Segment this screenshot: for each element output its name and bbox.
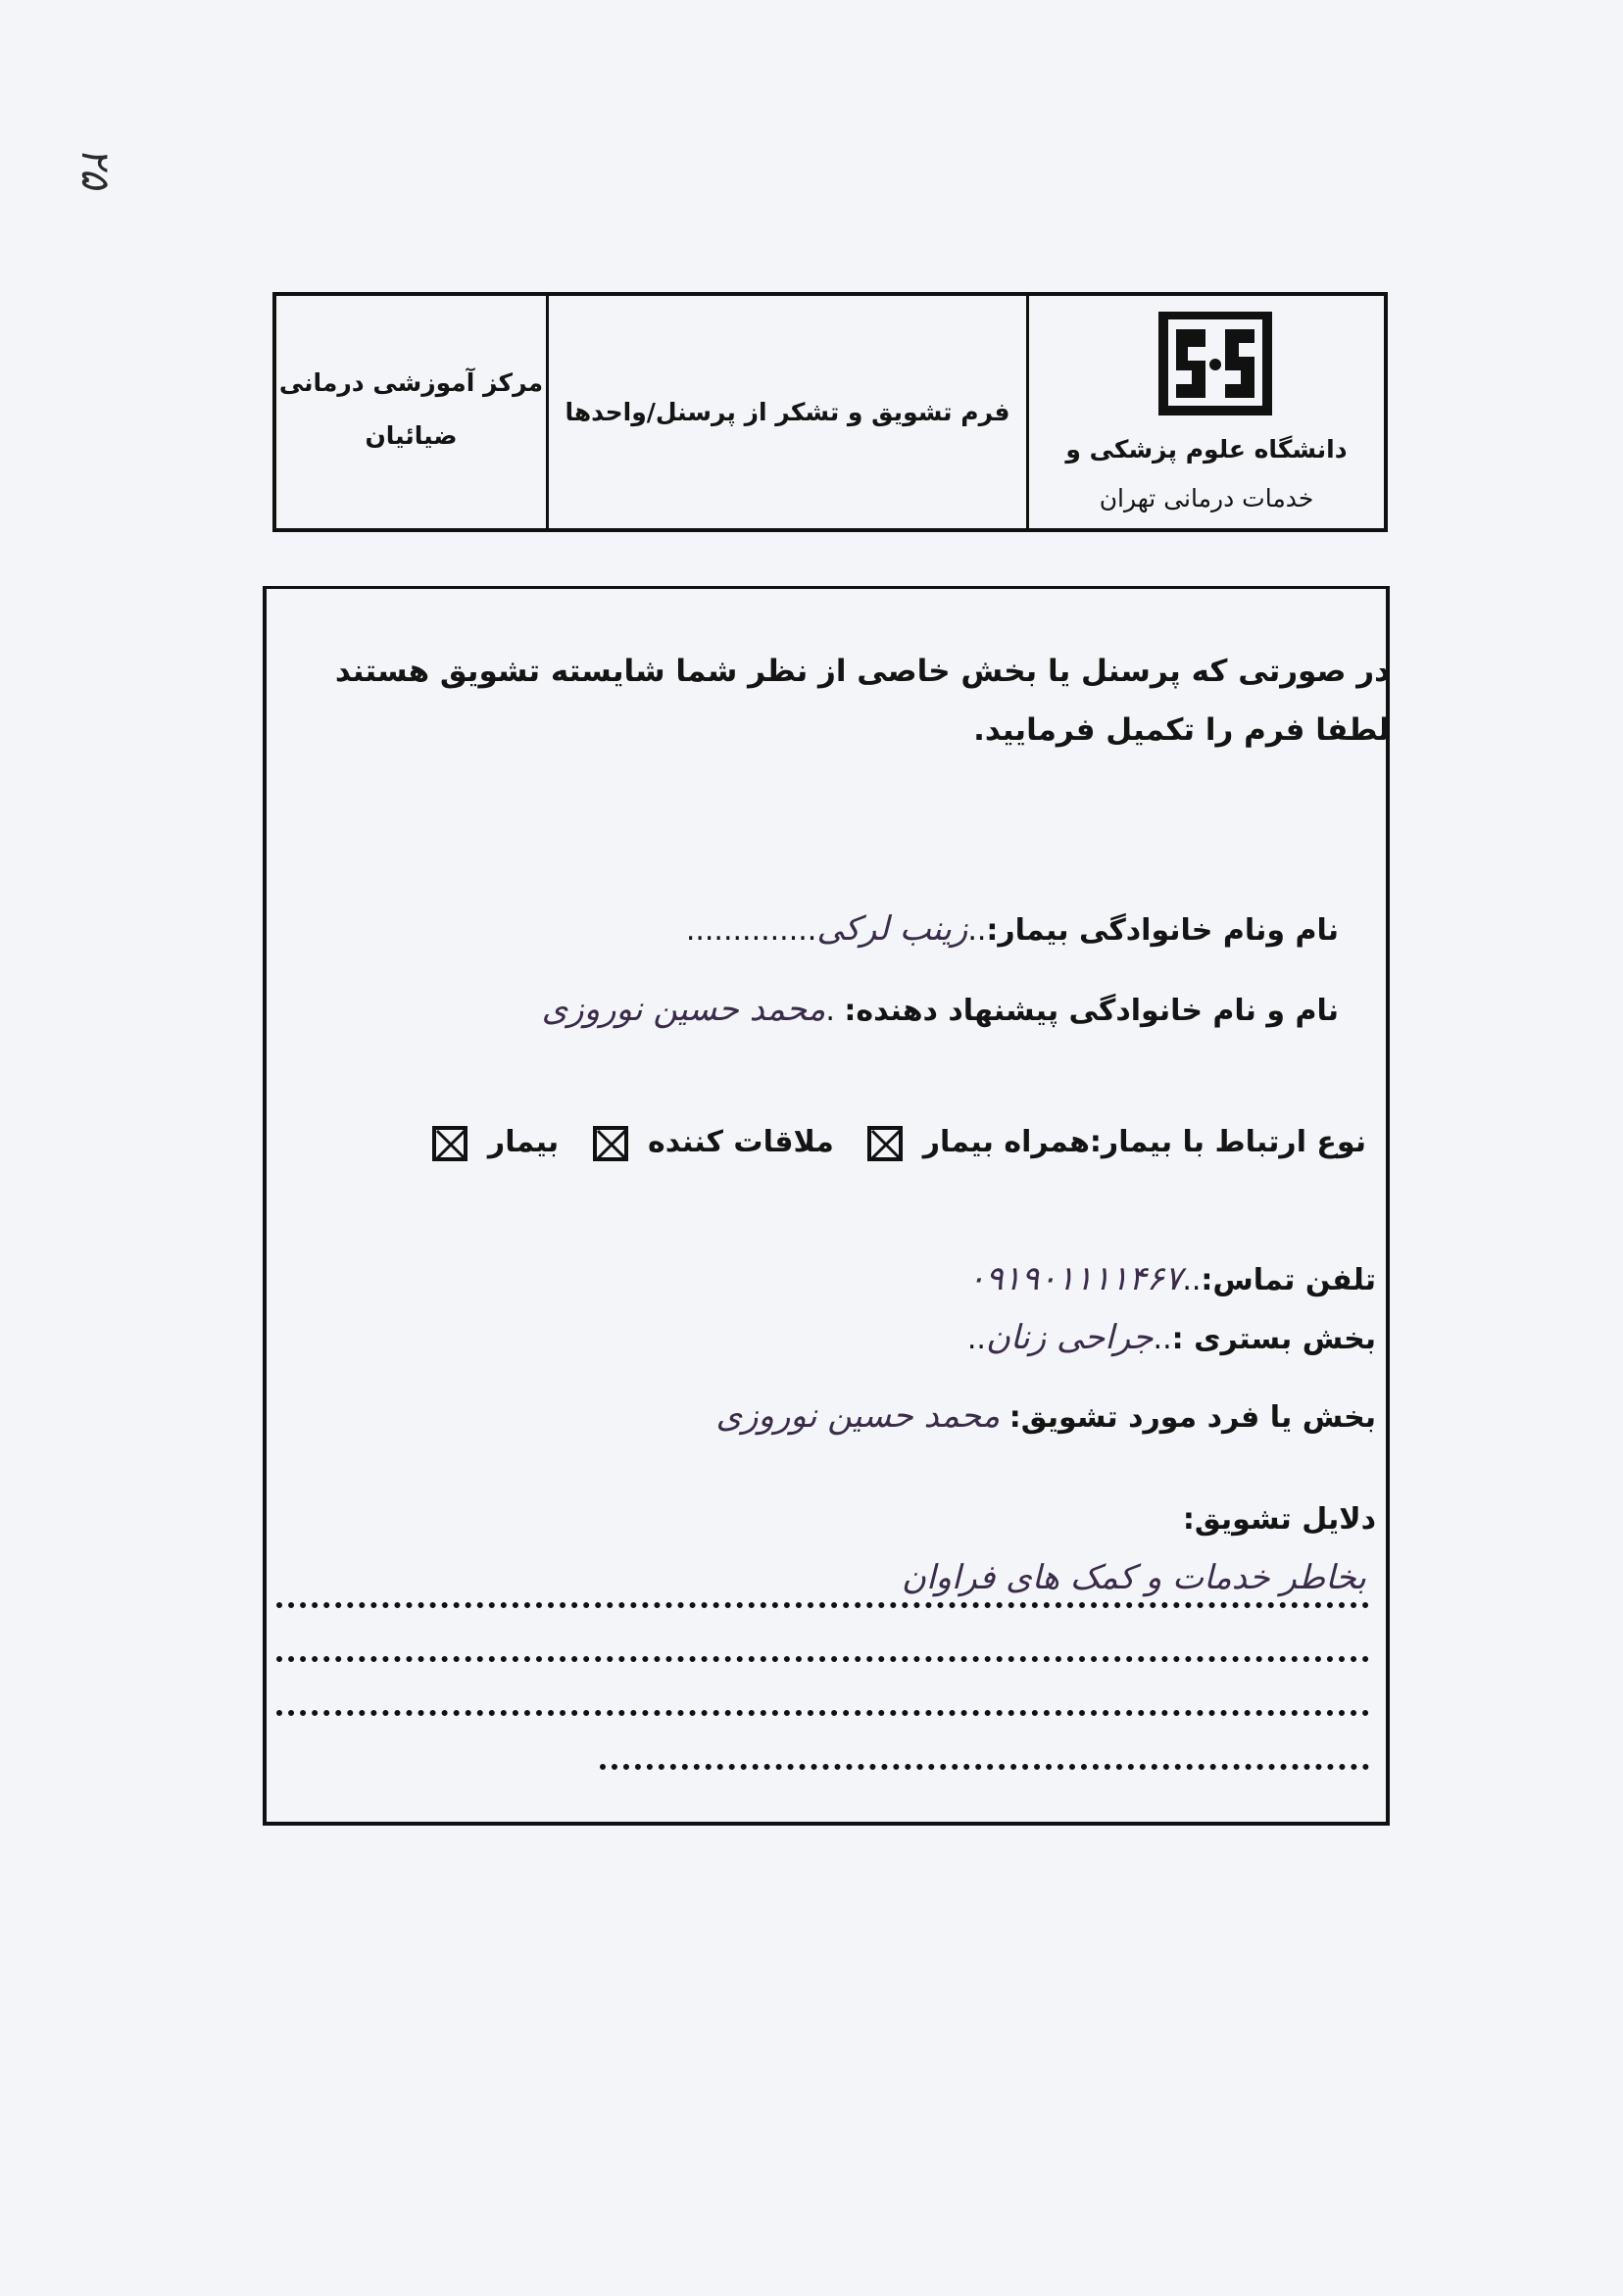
- target-row: [716, 1396, 1376, 1436]
- form-title: فرم تشویق و تشکر از پرسنل/واحدها: [565, 398, 1010, 426]
- check-mark-icon: [594, 1127, 629, 1162]
- check-mark-icon: [433, 1127, 468, 1162]
- checkbox-visitor[interactable]: [593, 1126, 628, 1161]
- ward-row: بخش بستری :..جراحی زنان..: [966, 1318, 1376, 1357]
- patient-name-value[interactable]: زینب لرکی: [816, 909, 968, 949]
- ward-value[interactable]: جراحی زنان: [985, 1318, 1154, 1357]
- reasons-dotted-line: [600, 1764, 1369, 1770]
- proposer-name-label: نام و نام خانوادگی پیشنهاد دهنده:: [844, 994, 1339, 1028]
- check-mark-icon: [868, 1127, 904, 1162]
- target-value[interactable]: محمد حسین نوروزی: [715, 1396, 1001, 1436]
- form-body-box: [263, 586, 1390, 1826]
- reasons-dotted-line: [276, 1602, 1369, 1608]
- patient-name-label: نام ونام خانوادگی بیمار:: [986, 913, 1339, 948]
- university-cell: [1029, 296, 1384, 528]
- ward-label: بخش بستری :: [1171, 1322, 1376, 1356]
- relation-label: نوع ارتباط با بیمار:: [1089, 1125, 1366, 1159]
- patient-name-row: نام ونام خانوادگی بیمار:..زینب لرکی..............: [685, 909, 1339, 949]
- center-name-cell: [276, 296, 549, 528]
- target-label: بخش یا فرد مورد تشویق:: [1008, 1400, 1376, 1435]
- center-name-line2: ضیائیان: [365, 421, 458, 450]
- phone-row: تلفن تماس:..۰۹۱۹۰۱۱۱۱۴۶۷: [967, 1259, 1376, 1298]
- center-name-line1: مرکز آموزشی درمانی: [278, 368, 544, 397]
- center-name: [276, 357, 546, 463]
- phone-value[interactable]: ۰۹۱۹۰۱۱۱۱۴۶۷: [967, 1259, 1183, 1298]
- proposer-name-row: نام و نام خانوادگی پیشنهاد دهنده: .محمد حسین نوروزی: [541, 990, 1339, 1029]
- reasons-dotted-line: [276, 1656, 1369, 1662]
- phone-label: تلفن تماس:: [1201, 1263, 1376, 1297]
- relation-row: [422, 1125, 1366, 1161]
- reasons-label: دلایل تشویق:: [1182, 1502, 1376, 1537]
- proposer-name-value[interactable]: محمد حسین نوروزی: [541, 990, 826, 1029]
- reasons-dotted-line: [276, 1710, 1369, 1716]
- relation-option-visitor: ملاقات کننده: [648, 1125, 834, 1159]
- intro-text: در صورتی که پرسنل یا بخش خاصی از نظر شما شایسته تشویق هستند لطفا فرم را تکمیل فرمایید.: [334, 654, 1390, 748]
- reasons-row: [902, 1558, 1366, 1597]
- form-title-cell: [549, 296, 1029, 528]
- header-table: [272, 292, 1388, 532]
- university-name-line1: دانشگاه علوم پزشکی و: [1065, 435, 1348, 464]
- page-number-note: ۲۵: [73, 147, 118, 189]
- university-logo-icon: [1156, 310, 1274, 417]
- reasons-value[interactable]: بخاطر خدمات و کمک های فراوان: [902, 1558, 1366, 1597]
- checkbox-companion[interactable]: [867, 1126, 903, 1161]
- university-name-line2: خدمات درمانی تهران: [1099, 484, 1314, 513]
- checkbox-patient[interactable]: [432, 1126, 467, 1161]
- university-name: [1029, 425, 1384, 523]
- relation-option-patient: بیمار: [487, 1125, 560, 1159]
- relation-option-companion: همراه بیمار: [922, 1125, 1090, 1159]
